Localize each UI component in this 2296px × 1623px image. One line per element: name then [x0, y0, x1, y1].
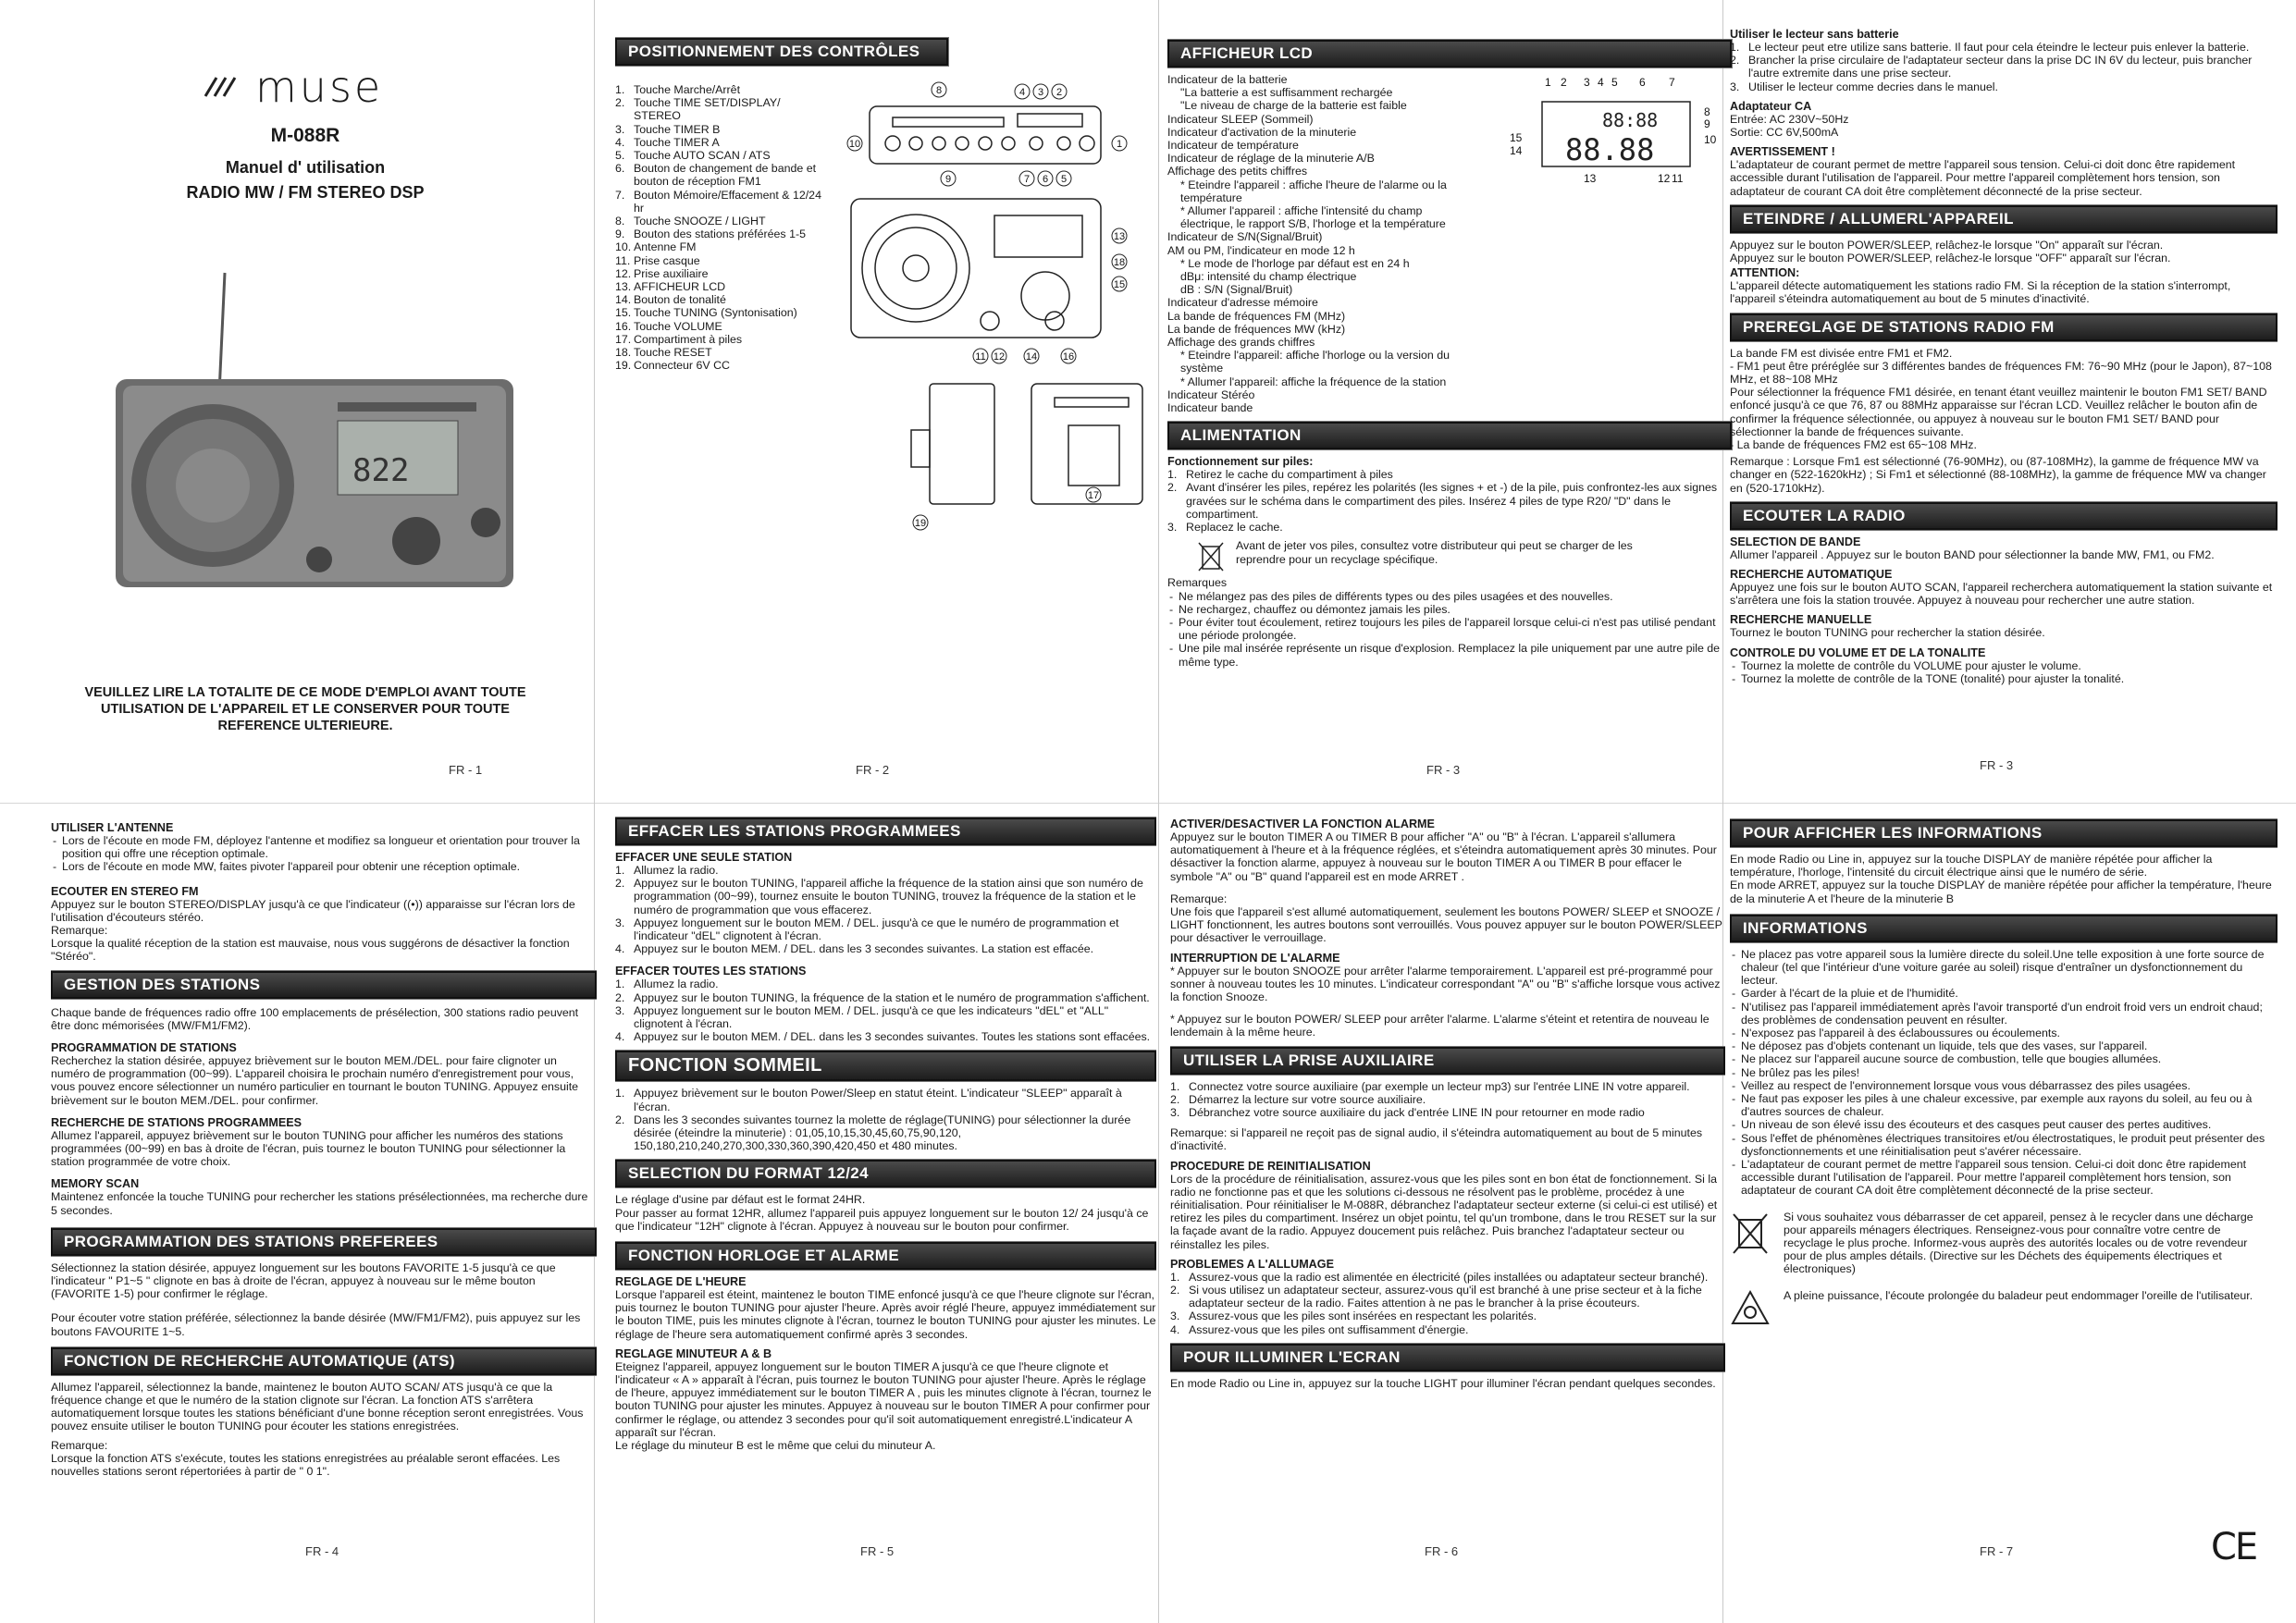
list-item: Allumez la radio. [634, 864, 719, 877]
lcd-item: Indicateur de réglage de la minuterie A/B [1167, 152, 1375, 166]
list-item: Appuyez longuement sur le bouton MEM. / DEL. jusqu'à ce que le numéro de programmation et l'indicateur "dEL" clignotent à l'écran. [634, 916, 1119, 943]
subheading: PROBLEMES A L'ALLUMAGE [1170, 1257, 1334, 1271]
paragraph: Pour sélectionner la fréquence FM1 désirée, en tenant étant veuillez maintenir le bouton FM1 SET/ BAND enfoncé jusqu'à ce que 76, 87 ou 88MHz apparaisse sur l'écran LCD. Veuillez relâcher le bouton afin de confirmer la fréquence sélectionnée, ou appuyez à nouveau sur le bouton FM1 SET/ BAND pour sélectionner la bande de fréquences suivante. [1730, 386, 2267, 438]
subheading: EFFACER UNE SEULE STATION [615, 851, 793, 864]
page-number: FR - 7 [1980, 1544, 2014, 1558]
list-item: Prise casque [634, 253, 700, 267]
list-item: Débranchez votre source auxiliaire du jack d'entrée LINE IN pour retourner en mode radio [1189, 1106, 1645, 1120]
subheading: MEMORY SCAN [51, 1177, 140, 1191]
subheading: UTILISER L'ANTENNE [51, 821, 174, 834]
paragraph: * Appuyer sur le bouton SNOOZE pour arrêter l'alarme temporairement. L'appareil est pré-programmé pour sonner à nouveau toutes les 10 minutes. L'indicateur correspondant "A" ou "B" s'affiche lorsque vous activez la fonction Snooze. [1170, 964, 1721, 1004]
section-ats: FONCTION DE RECHERCHE AUTOMATIQUE (ATS) [51, 1347, 597, 1375]
lcd-item: La bande de fréquences MW (kHz) [1167, 322, 1346, 336]
callout: 4 [1018, 87, 1026, 98]
paragraph: Remarque : Lorsque Fm1 est sélectionné (76-90MHz), ou (87-108MHz), la gamme de fréquence MW va changer en (522-1620kHz) ; Si Fm1 et sélectionné (88-108MHz), la gamme de fréquence MW va changer en (520-1710kHz). [1730, 455, 2266, 495]
horizontal-fold [0, 803, 2296, 804]
list-item: Appuyez sur le bouton TUNING, la fréquence de la station et le numéro de programmation s'affichent. [634, 990, 1150, 1004]
page-info [1730, 814, 2277, 1572]
callout: 19 [914, 518, 927, 529]
subheading: RECHERCHE DE STATIONS PROGRAMMEES [51, 1115, 302, 1129]
lcd-callout: 11 [1672, 172, 1684, 185]
lcd-item: Indicateur de S/N(Signal/Bruit) [1167, 230, 1323, 244]
list-item: Compartiment à piles [634, 332, 743, 346]
lcd-item: Indicateur Stéréo [1167, 387, 1255, 401]
paragraph: Chaque bande de fréquences radio offre 100 emplacements de présélection, 300 stations radio peuvent être donc mémorisées (MW/FM1/FM2). [51, 1005, 579, 1032]
hearing-warning-icon [1730, 1289, 1771, 1326]
page-cover [42, 23, 569, 791]
lcd-item: AM ou PM, l'indicateur en mode 12 h [1167, 243, 1355, 257]
weee-note: Si vous souhaitez vous débarrasser de cet appareil, pensez à le recycler dans une décharge pour appareils ménagers électriques. Renseignez-vous pour connaître votre centre de recyclage le plus proche. Informez-vous auprès des autorités locales ou de votre revendeur pour de plus amples détails. (Directive sur les Déchets des équipements électriques et électroniques) [1784, 1210, 2253, 1276]
lcd-callout: 8 [1704, 105, 1710, 118]
paragraph: Appuyez sur le bouton STEREO/DISPLAY jusqu'à ce que l'indicateur ((•)) apparaisse sur l'écran lors de l'utilisation d'écouteurs stéréo. [51, 897, 575, 924]
list-item: Appuyez sur le bouton MEM. / DEL. dans les 3 secondes suivantes. La station est effacée. [634, 942, 1094, 956]
lcd-callout: 13 [1584, 172, 1597, 185]
list-item: Appuyez sur le bouton TUNING, l'appareil affiche la fréquence de la station ainsi que son numéro de programmation (00~99), tournez ensuite le bouton TUNING, trouvez la fréquence de la station et le numéro de programmation que vous effacerez. [634, 877, 1143, 916]
lcd-callout: 2 [1561, 76, 1567, 89]
subheading: REGLAGE MINUTEUR A & B [615, 1346, 772, 1360]
hearing-note: A pleine puissance, l'écoute prolongée du baladeur peut endommager l'oreille de l'utilisateur. [1784, 1288, 2253, 1302]
list-item: - Tournez la molette de contrôle du VOLUME pour ajuster le volume. [1730, 659, 2277, 672]
paragraph: Pour écouter votre station préférée, sélectionnez la bande désirée (MW/FM1/FM2), puis appuyez sur les boutons FAVOURITE 1~5. [51, 1311, 581, 1338]
paragraph: En mode ARRET, appuyez sur la touche DISPLAY de manière répétée pour afficher la température, l'heure de la minuterie A et l'heure de la minuterie B [1730, 879, 2272, 905]
paragraph: Lorsque l'appareil est éteint, maintenez le bouton TIME enfoncé jusqu'à ce que l'heure clignote sur l'écran, puis tournez le bouton TUNING pour ajuster l'heure. Après avoir réglé l'heure, appuyez immédiatement sur le bouton TIME, puis les minutes clignote à l'écran, tournez le bouton TUNING pour ajuster les minutes. Le réglage de l'heure sera automatiquement confirmé après 3 secondes. [615, 1288, 1156, 1341]
lcd-callout: 6 [1639, 76, 1646, 89]
callout: 11 [975, 351, 986, 363]
lcd-callout: 9 [1704, 117, 1710, 130]
page-number: FR - 2 [856, 763, 890, 777]
list-item: Touche TIME SET/DISPLAY/ STEREO [634, 96, 781, 123]
subheading: Remarques [1167, 576, 1228, 590]
list-item: Appuyez brièvement sur le bouton Power/Sleep en statut éteint. L'indicateur "SLEEP" apparaît à l'écran. [634, 1087, 1122, 1113]
lcd-item: Indicateur d'adresse mémoire [1167, 296, 1318, 310]
list-item: - Sous l'effet de phénomènes électriques transitoires et/ou électrostatiques, le produit peut présenter des dysfonctionnements et une réinitialisation peut s'avérer nécessaire. [1730, 1132, 2277, 1158]
spec-line: Entrée: AC 230V~50Hz [1730, 112, 1849, 126]
lcd-item: Indicateur bande [1167, 401, 1253, 415]
list-item: - Ne placez sur l'appareil aucune source de combustion, telle que bougies allumées. [1730, 1052, 2277, 1065]
list-item: Allumez la radio. [634, 977, 719, 991]
brand-logo: muse [204, 62, 383, 112]
paragraph: Le réglage du minuteur B est le même que celui du minuteur A. [615, 1439, 936, 1453]
paragraph: En mode Radio ou Line in, appuyez sur la touche DISPLAY de manière répétée pour afficher la température, l'horloge, l'intensité du circuit électrique ainsi que le numéro de série. [1730, 853, 2213, 879]
section-light: POUR ILLUMINER L'ECRAN [1170, 1344, 1725, 1371]
manual-title: Manuel d' utilisation [225, 158, 386, 177]
model-number: M-088R [270, 125, 340, 146]
list-item: - L'adaptateur de courant permet de mettre l'appareil sous tension. Celui-ci doit donc être rapidement accessible durant l'utilisation de l'appareil. Pour mettre l'appareil complètement hors tension, son adaptateur de courant CA doit être complètement déconnecté de la prise secteur. [1730, 1158, 2277, 1198]
list-item: Appuyez longuement sur le bouton MEM. / DEL. jusqu'à ce que les indicateurs "dEL" et "ALL" clignotent à l'écran. [634, 1003, 1109, 1031]
section-lcd: AFFICHEUR LCD [1167, 40, 1732, 68]
lcd-item: dBμ: intensité du champ électrique [1180, 270, 1357, 284]
list-item: - Ne placez pas votre appareil sous la lumière directe du soleil.Une telle exposition à une forte source de chaleur (tel que l'intérieur d'une voiture garée au soleil) risque d'entraîner un dysfonctionnement du lecteur. [1730, 948, 2277, 988]
callout: 7 [1023, 174, 1031, 185]
lcd-item: * Eteindre l'appareil : affiche l'heure de l'alarme ou la température [1180, 178, 1447, 204]
lcd-callout: 10 [1704, 133, 1717, 146]
lcd-callout: 15 [1510, 131, 1523, 144]
list-item: Bouton de tonalité [634, 293, 726, 307]
lcd-item: * Le mode de l'horloge par défaut est en 24 h [1180, 256, 1410, 270]
list-item: Touche AUTO SCAN / ATS [634, 149, 771, 163]
page-stations [51, 814, 597, 1572]
recycle-note: Avant de jeter vos piles, consultez votre distributeur qui peut se charger de les reprendre pour un recyclage spécifique. [1236, 539, 1633, 566]
section-power: ALIMENTATION [1167, 422, 1732, 449]
section-display: POUR AFFICHER LES INFORMATIONS [1730, 819, 2277, 847]
section-clock: FONCTION HORLOGE ET ALARME [615, 1242, 1156, 1270]
lcd-item: Indicateur de la batterie [1167, 73, 1288, 86]
lcd-small-digits: 88:88 [1602, 109, 1659, 131]
callout: 12 [993, 351, 1006, 363]
list-item: - Veillez au respect de l'environnement lorsque vous vous débarrassez des piles usagées. [1730, 1079, 2277, 1092]
paragraph: Lorsque la qualité réception de la station est mauvaise, nous vous suggérons de désactiver la fonction "Stéréo". [51, 937, 570, 964]
subheading: SELECTION DE BANDE [1730, 535, 1861, 548]
list-item: Dans les 3 secondes suivantes tournez la molette de réglage(TUNING) pour sélectionner la durée désirée (éteindre la minuterie) : 01,05,10,15,30,45,60,75,90,120, 150,180,210,240,270,300,330,360,390,420,450 et 480 minutes. [634, 1113, 1131, 1153]
list-item: - Ne mélangez pas des piles de différents types ou des piles usagées et des nouvelles. [1167, 590, 1734, 603]
list-item: Assurez-vous que les piles sont insérées en respectant les polarités. [1189, 1309, 1537, 1323]
list-item: Démarrez la lecture sur votre source auxiliaire. [1189, 1092, 1426, 1106]
lcd-callout: 1 [1545, 76, 1551, 89]
paragraph: - FM1 peut être préréglée sur 3 différentes bandes de fréquences FM: 76~90 MHz (pour le Japon), 87~108 MHz, et 88~108 MHz [1730, 359, 2272, 387]
paragraph: En mode Radio ou Line in, appuyez sur la touche LIGHT pour illuminer l'écran pendant quelques secondes. [1170, 1376, 1716, 1390]
section-erase: EFFACER LES STATIONS PROGRAMMEES [615, 818, 1156, 845]
paragraph: Allumez l'appareil, sélectionnez la bande, maintenez le bouton AUTO SCAN/ ATS jusqu'à ce que la fréquence change et que le numéro de la station clignote sur l'écran. La fonction ATS s'arrêtera automatiquement lorsque toutes les stations bénéficiant d'une bonne réception seront enregistrées. Vous pouvez ensuite utiliser le bouton TUNING pour écouter les stations enregistrées. [51, 1380, 584, 1433]
paragraph: Lors de la procédure de réinitialisation, assurez-vous que les piles sont en bon état de fonctionnement. Si la radio ne fonctionne pas et que les solutions ci-dessous ne résolvent pas le problème, procédez à une réinitialisation. Pour réinitialiser le M-088R, débranchez l'adaptateur secteur externe (si celui-ci est utilisé) et retirez les piles du compartiment. Insérez un objet pointu, tel qu'un trombone, dans le trou RESET sur la sur la façade avant de la radio. Appuyez doucement puis relâchez. Puis branchez l'adaptateur secteur ou réinstallez les piles. [1170, 1172, 1718, 1251]
callout: 13 [1113, 231, 1126, 242]
list-item: - Ne rechargez, chauffez ou démontez jamais les piles. [1167, 603, 1734, 616]
section-controls: POSITIONNEMENT DES CONTRÔLES [615, 38, 948, 66]
paragraph: Pour passer au format 12HR, allumez l'appareil puis appuyez longuement sur le bouton 12/ 24 jusqu'à ce que l'indicateur "12H" clignote à l'écran. Appuyez à nouveau sur le bouton pour confirmer. [615, 1206, 1149, 1233]
list-item: Touche TUNING (Syntonisation) [634, 306, 797, 320]
lcd-item: Indicateur d'activation de la minuterie [1167, 125, 1357, 139]
paragraph: Allumer l'appareil . Appuyez sur le bouton BAND pour sélectionner la bande MW, FM1, ou FM2. [1730, 547, 2215, 561]
list-item: Brancher la prise circulaire de l'adaptateur secteur dans la prise DC IN 6V du lecteur, puis brancher l'autre extremite dans une prise secteur. [1748, 54, 2253, 80]
list-item: Prise auxiliaire [634, 266, 709, 280]
subheading: Fonctionnement sur piles: [1167, 455, 1314, 469]
list-item: Touche TIMER A [634, 135, 720, 149]
list-item: Assurez-vous que les piles ont suffisamment d'énergie. [1189, 1322, 1469, 1336]
list-item: Avant d'insérer les piles, repérez les polarités (les signes + et -) de la pile, puis confrontez-les aux signes gravées sur le schéma dans le compartiment des piles. Insérez 4 piles de type R20/ "D" dans le compartiment. [1186, 481, 1718, 521]
logo-slash-icon [204, 76, 248, 98]
callout: 10 [848, 139, 861, 150]
section-info: INFORMATIONS [1730, 915, 2277, 942]
paragraph: Maintenez enfoncée la touche TUNING pour rechercher les stations présélectionnées, ma recherche dure 5 secondes. [51, 1190, 588, 1217]
paragraph: Une fois que l'appareil s'est allumé automatiquement, seulement les boutons POWER/ SLEEP et SNOOZE / LIGHT fonctionnent, les autres boutons sont verrouillés. Vous pouvez appuyer sur le bouton POWER/SLEEP pour désactiver le verrouillage. [1170, 905, 1722, 945]
subheading: INTERRUPTION DE L'ALARME [1170, 951, 1340, 965]
lcd-callout: 7 [1669, 76, 1675, 89]
list-item: Appuyez sur le bouton MEM. / DEL. dans les 3 secondes suivantes. Toutes les stations sont effacées. [634, 1030, 1151, 1044]
paragraph: Eteignez l'appareil, appuyez longuement sur le bouton TIMER A jusqu'à ce que l'heure clignote et l'indicateur « A » apparaît à l'écran, puis tournez le bouton TUNING pour ajuster l'heure. Après le réglage de l'heure, appuyez immédiatement sur le bouton TIMER A , puis les minutes clignote à l'écran, tournez le bouton TUNING pour ajuster les minutes. Appuyez à nouveau sur le bouton TIMER A pour confirmer pour confirmer le réglage, ou attendez 3 secondes pour qu'il soit automatiquement enregistré.L'indicateur A apparaît sur l'écran. [615, 1359, 1152, 1439]
list-item: Utiliser le lecteur comme decries dans le manuel. [1748, 80, 1998, 93]
list-item: Bouton de changement de bande et bouton de réception FM1 [634, 162, 817, 189]
lcd-callout: 4 [1598, 76, 1604, 89]
paragraph: Lorsque la fonction ATS s'exécute, toutes les stations enregistrées au préalable seront effacées. Les nouvelles stations seront répertoriées à partir de " 0 1". [51, 1451, 561, 1479]
lcd-item: * Allumer l'appareil : affiche l'intensité du champ électrique, le rapport S/B, l'horloge et la température [1180, 204, 1446, 231]
list-item: Retirez le cache du compartiment à piles [1186, 468, 1393, 482]
paragraph: Remarque: [51, 1438, 108, 1452]
list-item: Connectez votre source auxiliaire (par exemple un lecteur mp3) sur l'entrée LINE IN votre appareil. [1189, 1079, 1690, 1093]
controls-diagram [842, 79, 1147, 633]
paragraph: Appuyez une fois sur le bouton AUTO SCAN, l'appareil recherchera automatiquement la station suivante et s'arrêtera une fois la station trouvée. Appuyez à nouveau pour rechercher une autre station. [1730, 581, 2273, 608]
list-item: - Tournez la molette de contrôle de la TONE (tonalité) pour ajuster la tonalité. [1730, 672, 2277, 685]
list-item: - Pour éviter tout écoulement, retirez toujours les piles de l'appareil lorsque celui-ci n'est pas utilisé pendant une période prolongée. [1167, 616, 1734, 642]
subheading: ATTENTION: [1730, 266, 1800, 280]
list-item: Touche RESET [634, 346, 712, 360]
section-aux: UTILISER LA PRISE AUXILIAIRE [1170, 1047, 1725, 1075]
page-number: FR - 1 [449, 763, 483, 777]
subheading: AVERTISSEMENT ! [1730, 145, 1835, 159]
section-favorites: PROGRAMMATION DES STATIONS PREFEREES [51, 1228, 597, 1256]
section-preset: PREREGLAGE DE STATIONS RADIO FM [1730, 314, 2277, 341]
lcd-item: Indicateur de température [1167, 139, 1299, 153]
subheading: RECHERCHE MANUELLE [1730, 613, 1872, 627]
list-item: - N'exposez pas l'appareil à des éclaboussures ou écoulements. [1730, 1027, 2277, 1039]
list-item: - Garder à l'écart de la pluie et de l'humidité. [1730, 987, 2277, 1000]
subheading: Utiliser le lecteur sans batterie [1730, 28, 1899, 41]
list-item: Le lecteur peut etre utilize sans batterie. Il faut pour cela éteindre le lecteur puis enlever la batterie. [1748, 41, 2250, 54]
callout: 3 [1037, 87, 1044, 98]
radio-display-digits: 822 [352, 452, 410, 489]
lcd-item: Affichage des petits chiffres [1167, 165, 1308, 178]
subheading: REGLAGE DE L'HEURE [615, 1275, 747, 1289]
paragraph: Remarque: [51, 924, 108, 938]
callout: 17 [1087, 490, 1100, 501]
section-listen: ECOUTER LA RADIO [1730, 502, 2277, 530]
paragraph: Appuyez sur le bouton POWER/SLEEP, relâchez-le lorsque "On" apparaît sur l'écran. [1730, 238, 2164, 252]
section-stations: GESTION DES STATIONS [51, 971, 597, 999]
callout: 14 [1025, 351, 1038, 363]
list-item: - Lors de l'écoute en mode FM, déployez l'antenne et modifiez sa longueur et orientation pour trouver la position qui offre une réception optimale. [51, 834, 597, 860]
lcd-item: dB : S/N (Signal/Bruit) [1180, 283, 1293, 297]
callout: 9 [944, 174, 952, 185]
section-sleep: FONCTION SOMMEIL [615, 1051, 1156, 1081]
page-operation [1730, 28, 2277, 786]
paragraph: L'adaptateur de courant permet de mettre l'appareil sous tension. Celui-ci doit donc être rapidement accessible durant l'utilisation de l'appareil. Pour mettre l'appareil complètement hors tension, son adaptateur de courant CA doit être complètement déconnecté de la prise secteur. [1730, 158, 2236, 198]
paragraph: - La bande de fréquences FM2 est 65~108 MHz. [1730, 438, 1977, 452]
list-item: Bouton des stations préférées 1-5 [634, 227, 806, 241]
page-number: FR - 3 [1426, 763, 1461, 777]
subheading: ACTIVER/DESACTIVER LA FONCTION ALARME [1170, 818, 1435, 830]
lcd-item: Indicateur SLEEP (Sommeil) [1167, 112, 1314, 126]
page-alarm [1170, 814, 1725, 1572]
callout: 2 [1055, 87, 1063, 98]
list-item: Si vous utilisez un adaptateur secteur, assurez-vous qu'il est branché à une prise secteur et à la fiche adaptateur secteur de la radio. Faites attention à ne pas le brancher à la prise écouteurs. [1189, 1284, 1702, 1310]
lcd-item: La bande de fréquences FM (MHz) [1167, 309, 1346, 323]
ce-mark: CE [2211, 1526, 2257, 1568]
callout: 8 [935, 85, 943, 96]
list-item: - N'utilisez pas l'appareil immédiatement après l'avoir transporté d'un endroit froid vers un endroit chaud; des problèmes de condensation peuvent en résulter. [1730, 1001, 2277, 1027]
lcd-item: * Eteindre l'appareil: affiche l'horloge ou la version du système [1180, 349, 1450, 375]
paragraph: Remarque: si l'appareil ne reçoit pas de signal audio, il s'éteindra automatiquement au bout de 5 minutes d'inactivité. [1170, 1126, 1703, 1153]
paragraph: Tournez le bouton TUNING pour rechercher la station désirée. [1730, 626, 2045, 640]
lcd-item: * Allumer l'appareil: affiche la fréquence de la station [1180, 375, 1447, 388]
list-item: Replacez le cache. [1186, 521, 1283, 535]
list-item: Bouton Mémoire/Effacement & 12/24 hr [634, 188, 821, 215]
list-item: - Ne déposez pas d'objets contenant un liquide, tels que des vases, sur l'appareil. [1730, 1039, 2277, 1052]
list-item: - Lors de l'écoute en mode MW, faites pivoter l'appareil pour obtenir une réception optimale. [51, 860, 597, 873]
list-item: Touche Marche/Arrêt [634, 83, 741, 96]
paragraph: Appuyez sur le bouton POWER/SLEEP, relâchez-le lorsque "OFF" apparaît sur l'écran. [1730, 252, 2171, 265]
fold-line [1158, 0, 1159, 1623]
list-item: Touche TIMER B [634, 122, 721, 136]
page-number: FR - 4 [305, 1544, 339, 1558]
paragraph: L'appareil détecte automatiquement les stations radio FM. Si la réception de la station s'interrompt, l'appareil s'éteindra automatiquement au bout de 5 minutes d'inactivité. [1730, 279, 2231, 306]
subheading: ECOUTER EN STEREO FM [51, 884, 199, 898]
lcd-item: "La batterie a est suffisamment rechargée [1180, 86, 1393, 100]
page-controls [615, 32, 1152, 791]
manual-subtitle: RADIO MW / FM STEREO DSP [186, 183, 425, 202]
callout: 6 [1042, 174, 1049, 185]
read-warning: VEUILLEZ LIRE LA TOTALITE DE CE MODE D'EMPLOI AVANT TOUTE UTILISATION DE L'APPAREIL ET LE CONSERVER POUR TOUTE REFERENCE ULTERIEURE. [84, 685, 526, 733]
page-erase [615, 814, 1156, 1572]
subheading: CONTROLE DU VOLUME ET DE LA TONALITE [1730, 646, 1986, 659]
lcd-big-digits: 88.88 [1565, 132, 1655, 167]
subheading: EFFACER TOUTES LES STATIONS [615, 965, 807, 978]
lcd-callout: 14 [1510, 144, 1523, 157]
paragraph: Sélectionnez la station désirée, appuyez longuement sur les boutons FAVORITE 1-5 jusqu'à ce que l'indicateur " P1~5 " clignote en bas à droite de l'écran, appuyez à nouveau sur le même bouton (FAVORITE 1-5) pour confirmer le réglage. [51, 1260, 556, 1301]
list-item: - Une pile mal insérée représente un risque d'explosion. Remplacez la pile uniquement par une autre pile de même type. [1167, 642, 1734, 668]
paragraph: Recherchez la station désirée, appuyez brièvement sur le bouton MEM./DEL. pour faire clignoter un numéro de programmation (00~99). L'appareil choisira le prochain numéro d'enregistrement pour vous, vous pouvez encore sélectionner un numéro particulier en tournant le bouton TUNING. Appuyez ensuite brièvement sur le bouton MEM./DEL. pour confirmer. [51, 1054, 579, 1107]
callout: 18 [1113, 257, 1126, 268]
lcd-diagram [1482, 69, 1732, 190]
section-format: SELECTION DU FORMAT 12/24 [615, 1160, 1156, 1187]
paragraph: Allumez l'appareil, appuyez brièvement sur le bouton TUNING pour afficher les numéros des stations programmées (00~99) en bas à droite de l'écran, puis tournez le bouton TUNING pour sélectionner la station programmée de votre choix. [51, 1128, 566, 1169]
paragraph: La bande FM est divisée entre FM1 et FM2. [1730, 346, 1953, 360]
page-number: FR - 3 [1980, 758, 2014, 772]
lcd-callout: 5 [1611, 76, 1618, 89]
paragraph: Le réglage d'usine par défaut est le format 24HR. [615, 1193, 866, 1207]
subheading: PROCEDURE DE REINITIALISATION [1170, 1159, 1371, 1173]
page-lcd [1167, 32, 1734, 791]
lcd-callout: 12 [1658, 172, 1671, 185]
controls-list [615, 83, 828, 372]
list-item: Touche VOLUME [634, 319, 722, 333]
paragraph: * Appuyez sur le bouton POWER/ SLEEP pour arrêter l'alarme. L'alarme s'éteint et retentira de nouveau le lendemain à la même heure. [1170, 1013, 1710, 1039]
list-item: Connecteur 6V CC [634, 359, 730, 373]
lcd-callout: 3 [1584, 76, 1590, 89]
paragraph: Remarque: [1170, 891, 1228, 905]
callout: 16 [1062, 351, 1075, 363]
weee-bin-icon [1730, 1211, 1771, 1257]
lcd-item: "Le niveau de charge de la batterie est faible [1180, 99, 1407, 113]
spec-line: Sortie: CC 6V,500mA [1730, 126, 1839, 140]
subheading: PROGRAMMATION DE STATIONS [51, 1041, 237, 1055]
subheading: Adaptateur CA [1730, 99, 1812, 113]
list-item: - Ne faut pas exposer les piles à une chaleur excessive, par exemple aux rayons du soleil, au feu ou à d'autres sources de chaleur. [1730, 1092, 2277, 1118]
list-item: Assurez-vous que la radio est alimentée en électricité (piles installées ou adaptateur secteur branché). [1189, 1270, 1709, 1284]
page-number: FR - 5 [860, 1544, 895, 1558]
callout: 5 [1060, 174, 1068, 185]
callout: 1 [1116, 139, 1123, 150]
page-number: FR - 6 [1425, 1544, 1459, 1558]
paragraph: Appuyez sur le bouton TIMER A ou TIMER B pour afficher "A" ou "B" à l'écran. L'appareil s'allumera automatiquement à l'heure et à la fréquence réglées, et s'éteindra automatiquement après 30 minutes. Pour désactiver la fonction alarme, appuyez à nouveau sur le bouton TIMER A ou TIMER B pour effacer le symbole "A" ou "B" quand l'appareil est en mode ARRET . [1170, 830, 1717, 883]
list-item: Antenne FM [634, 240, 697, 254]
section-onoff: ETEINDRE / ALLUMERL'APPAREIL [1730, 205, 2277, 233]
list-item: AFFICHEUR LCD [634, 280, 726, 294]
lcd-item: Affichage des grands chiffres [1167, 336, 1315, 350]
recycle-bin-icon [1195, 539, 1227, 572]
list-item: Touche SNOOZE / LIGHT [634, 215, 766, 228]
subheading: RECHERCHE AUTOMATIQUE [1730, 568, 1893, 582]
callout: 15 [1113, 279, 1126, 290]
list-item: - Un niveau de son élevé issu des écouteurs et des casques peut causer des pertes auditives. [1730, 1118, 2277, 1131]
lcd-legend [1167, 73, 1473, 414]
radio-photo [116, 245, 523, 633]
list-item: - Ne brûlez pas les piles! [1730, 1066, 2277, 1079]
